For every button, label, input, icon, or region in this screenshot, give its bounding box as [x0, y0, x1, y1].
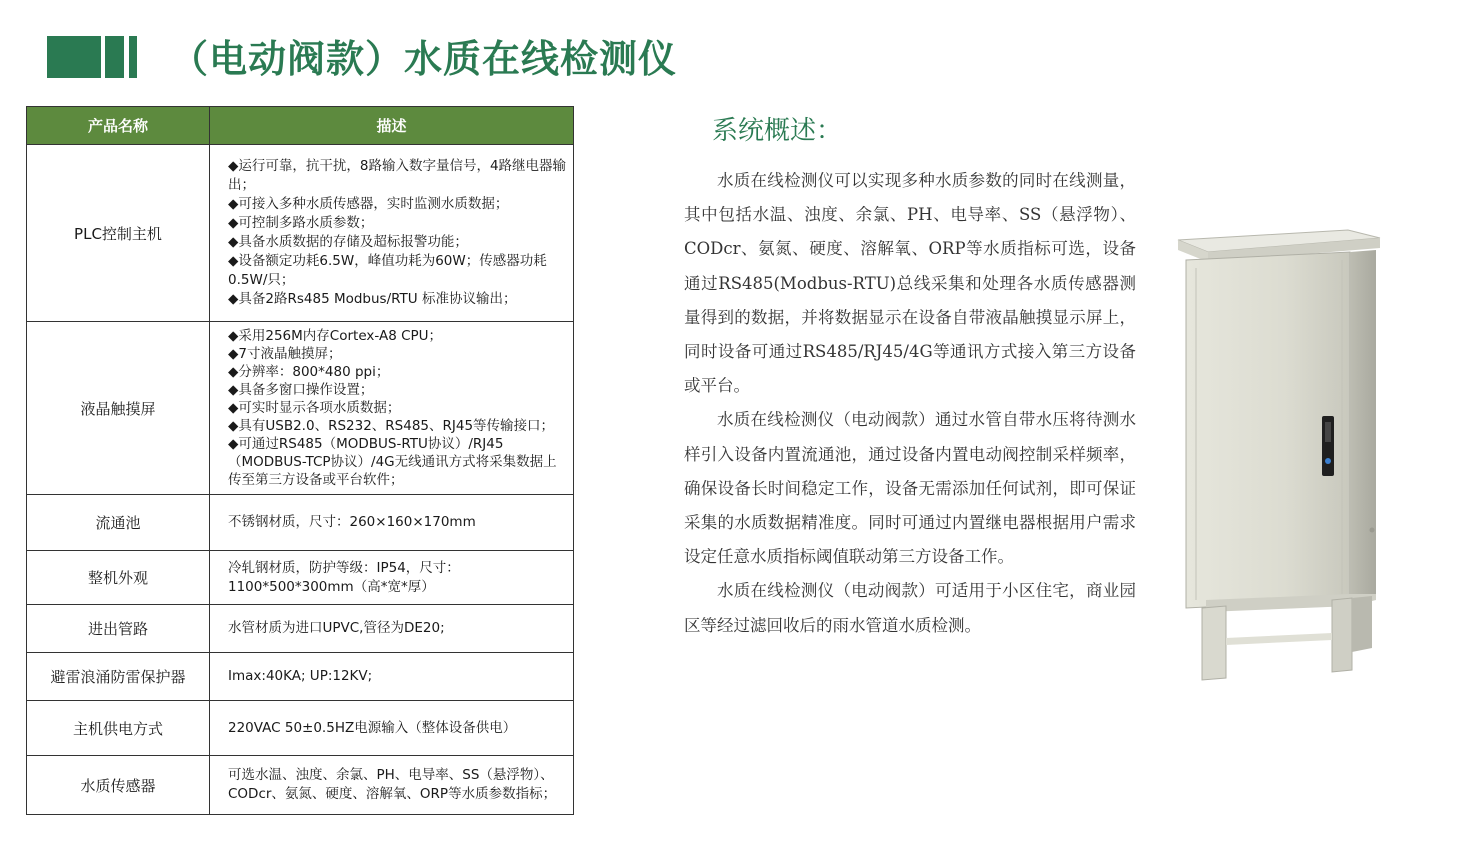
- overview-paragraph: 水质在线检测仪可以实现多种水质参数的同时在线测量，其中包括水温、浊度、余氯、PH、电导率、SS（悬浮物）、CODcr、氨氮、硬度、溶解氧、ORP等水质指标可选，设备通过RS485(Modbus-RTU)总线采集和处理各水质传感器测量得到的数据，并将数据显示在设备自带液晶触摸显示屏上，同时设备可通过RS485/RJ45/4G等通讯方式接入第三方设备或平台。: [684, 171, 1136, 396]
- desc-line: 220VAC 50±0.5HZ电源输入（整体设备供电）: [228, 719, 517, 736]
- table-row: [27, 495, 574, 551]
- table-row: [27, 145, 574, 322]
- row-description: [210, 495, 574, 551]
- row-description: [210, 322, 574, 495]
- desc-line: ◆可接入多种水质传感器，实时监测水质数据；: [228, 196, 509, 212]
- header-bar-small: [129, 36, 137, 78]
- cabinet-photo: [1172, 208, 1382, 683]
- desc-line: ◆分辨率：800*480 ppi；: [228, 364, 390, 380]
- table-row: [27, 605, 574, 653]
- desc-line: ◆运行可靠，抗干扰，8路输入数字量信号，4路继电器输出；: [228, 158, 567, 193]
- row-description: [210, 551, 574, 605]
- row-name: 主机供电方式: [27, 701, 210, 756]
- row-description: [210, 145, 574, 322]
- header-bar-large: [47, 36, 101, 78]
- desc-line: ◆可实时显示各项水质数据；: [228, 400, 401, 416]
- desc-line: ◆可通过RS485（MODBUS-RTU协议）/RJ45（MODBUS-TCP协议）/4G无线通讯方式将采集数据上传至第三方设备或平台软件；: [228, 436, 557, 488]
- table-row: [27, 756, 574, 815]
- row-name: 液晶触摸屏: [27, 322, 210, 495]
- header-description: 描述: [210, 107, 574, 145]
- row-name: 整机外观: [27, 551, 210, 605]
- row-description: [210, 605, 574, 653]
- desc-line: 水管材质为进口UPVC,管径为DE20;: [228, 620, 445, 636]
- table-header-row: [27, 107, 574, 145]
- table-row: [27, 322, 574, 495]
- row-name: 进出管路: [27, 605, 210, 653]
- desc-line: ◆采用256M内存Cortex-A8 CPU；: [228, 328, 443, 344]
- row-description: [210, 756, 574, 815]
- row-name: PLC控制主机: [27, 145, 210, 322]
- table-row: [27, 551, 574, 605]
- header-product-name: 产品名称: [27, 107, 210, 145]
- desc-line: ◆具备2路Rs485 Modbus/RTU 标准协议输出；: [228, 291, 517, 307]
- row-name: 流通池: [27, 495, 210, 551]
- desc-line: ◆具有USB2.0、RS232、RS485、RJ45等传输接口；: [228, 418, 555, 434]
- desc-line: ◆设备额定功耗6.5W，峰值功耗为60W；传感器功耗0.5W/只；: [228, 253, 547, 288]
- desc-line: Imax:40KA; UP:12KV;: [228, 668, 373, 684]
- spec-table: [26, 106, 574, 815]
- desc-line: ◆具备水质数据的存储及超标报警功能；: [228, 234, 468, 250]
- overview-body: [684, 164, 1136, 643]
- row-name: 避雷浪涌防雷保护器: [27, 653, 210, 701]
- row-name: 水质传感器: [27, 756, 210, 815]
- row-description: [210, 653, 574, 701]
- desc-line: ◆7寸液晶触摸屏；: [228, 346, 342, 362]
- overview-title: 系统概述：: [712, 116, 843, 146]
- desc-line: ◆具备多窗口操作设置；: [228, 382, 374, 398]
- desc-line: ◆可控制多路水质参数；: [228, 215, 374, 231]
- header-bar-medium: [105, 36, 124, 78]
- page-title: （电动阀款）水质在线检测仪: [170, 37, 678, 81]
- desc-line: 可选水温、浊度、余氯、PH、电导率、SS（悬浮物）、CODcr、氨氮、硬度、溶解氧、ORP等水质参数指标；: [228, 767, 557, 802]
- overview-paragraph: 水质在线检测仪（电动阀款）可适用于小区住宅，商业园区等经过滤回收后的雨水管道水质检测。: [684, 581, 1136, 635]
- desc-line: 冷轧钢材质，防护等级：IP54，尺寸：1100*500*300mm（高*宽*厚）: [228, 559, 460, 595]
- row-description: [210, 701, 574, 756]
- overview-paragraph: 水质在线检测仪（电动阀款）通过水管自带水压将待测水样引入设备内置流通池，通过设备内置电动阀控制采样频率，确保设备长时间稳定工作，设备无需添加任何试剂，即可保证采集的水质数据精准度。同时可通过内置继电器根据用户需求设定任意水质指标阈值联动第三方设备工作。: [684, 410, 1136, 567]
- desc-line: 不锈钢材质，尺寸：260×160×170mm: [228, 514, 476, 530]
- table-row: [27, 701, 574, 756]
- table-row: [27, 653, 574, 701]
